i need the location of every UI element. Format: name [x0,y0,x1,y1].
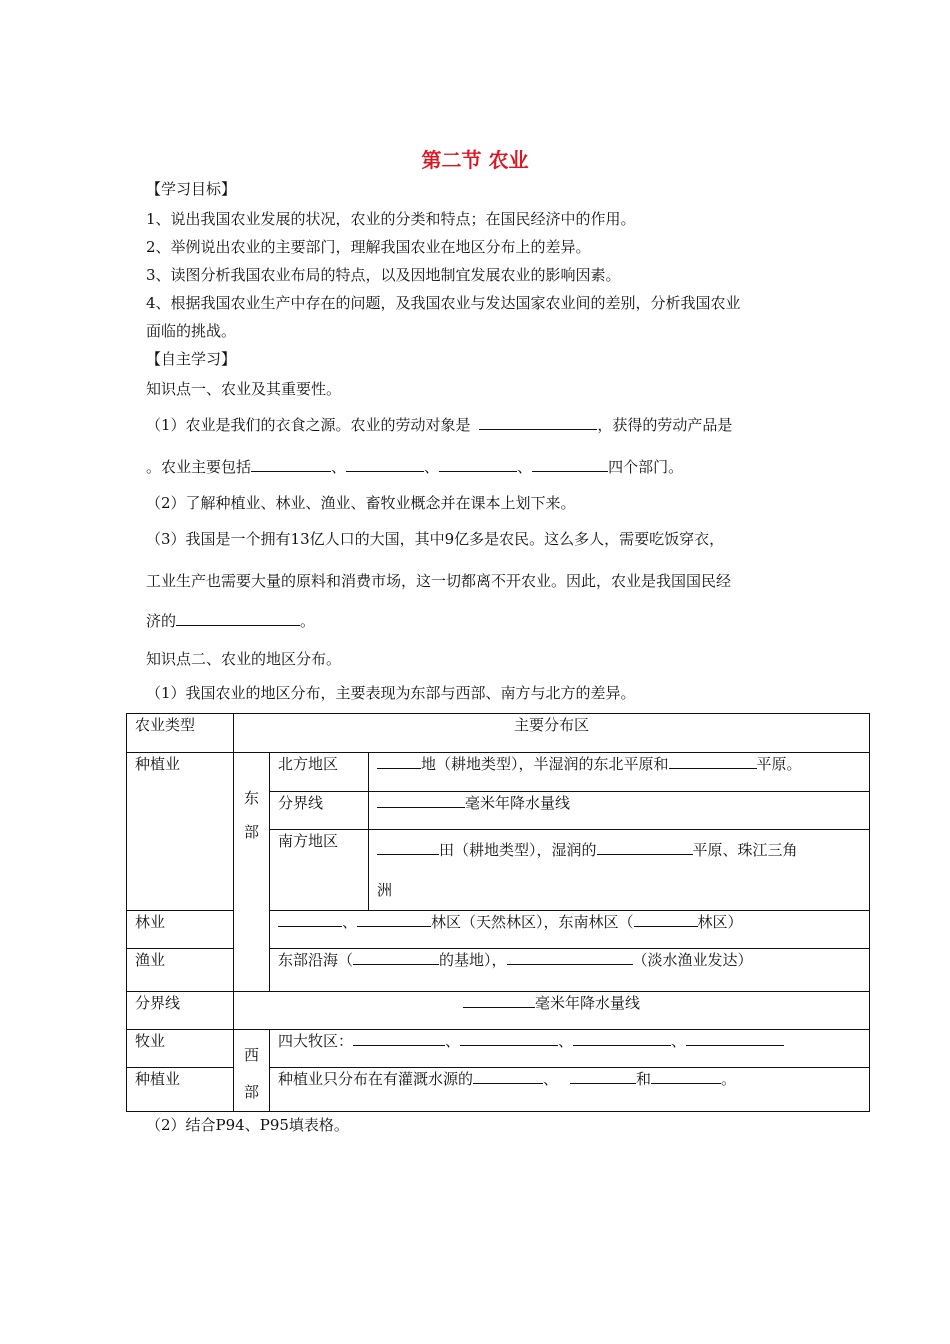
separator: 、 [424,458,440,476]
north-region-content [369,753,870,792]
answer-blank[interactable] [597,840,693,855]
separator: 、 [517,458,533,476]
objective-item: 4、根据我国农业生产中存在的问题，及我国农业与发达国家农业间的差别，分析我国农业 [146,294,741,312]
south-region-label: 南方地区 [270,830,369,911]
text: ，获得的劳动产品是 [597,416,733,434]
objective-item: 1、说出我国农业发展的状况，农业的分类和特点；在国民经济中的作用。 [146,210,636,228]
text: 四个部门。 [608,458,684,476]
separator: 、 [543,1070,559,1089]
self-study-heading: 【自主学习】 [146,350,237,368]
objective-item: 面临的挑战。 [146,322,237,340]
answer-blank[interactable] [357,912,431,927]
text: 四大牧区： [278,1032,354,1050]
answer-blank[interactable] [353,1031,445,1046]
answer-blank[interactable] [278,912,342,927]
answer-blank[interactable] [463,993,535,1008]
answer-blank[interactable] [346,457,424,472]
east-char-2: 部 [243,823,259,841]
answer-blank[interactable] [479,415,597,430]
text: 林区（天然林区），东南林区（ [431,913,634,931]
answer-blank[interactable] [377,754,421,769]
boundary-content [369,792,870,830]
separator: 、 [445,1032,461,1050]
forestry-content [270,911,870,949]
answer-blank[interactable] [460,1031,558,1046]
answer-blank[interactable] [353,950,439,965]
agriculture-distribution-table [126,713,870,1112]
answer-blank[interactable] [651,1069,721,1084]
west-char-1: 西 [243,1046,259,1064]
objective-item: 3、读图分析我国农业布局的特点，以及因地制宜发展农业的影响因素。 [146,266,621,284]
crop2-label: 种植业 [127,1068,234,1112]
objectives-heading: 【学习目标】 [146,180,237,198]
answer-blank[interactable] [570,1069,636,1084]
separator: 、 [331,458,347,476]
answer-blank[interactable] [634,912,698,927]
crop-type-cell [127,753,234,911]
page-title: 第二节 农业 [421,148,529,172]
west-char-2: 部 [243,1083,259,1101]
kp1-question-3-line-3 [146,610,315,631]
kp1-question-3-line-1: （3）我国是一个拥有13亿人口的大国，其中9亿多是农民。这么多人，需要吃饭穿衣， [146,530,725,548]
south-region-content [369,830,870,911]
boundary2-label: 分界线 [127,992,234,1030]
forestry-label: 林业 [127,911,234,949]
separator: 、 [342,913,358,931]
text: （1）农业是我们的衣食之源。农业的劳动对象是 [146,416,471,434]
text: 济的 [146,612,177,630]
fishery-label: 渔业 [127,949,234,992]
answer-blank[interactable] [176,611,300,626]
text: 毫米年降水量线 [465,794,571,812]
answer-blank[interactable] [439,457,517,472]
boundary-label: 分界线 [270,792,369,830]
answer-blank[interactable] [251,457,331,472]
knowledge-point-1-heading: 知识点一、农业及其重要性。 [146,380,342,398]
east-label-cell [234,753,270,992]
knowledge-point-2-heading: 知识点二、农业的地区分布。 [146,650,342,668]
text: 和 [636,1070,652,1089]
text: 的基地）， [439,951,507,969]
text: 东部沿海（ [278,951,354,969]
crop2-content [270,1068,870,1112]
north-region-label: 北方地区 [270,753,369,792]
separator: 、 [671,1032,687,1050]
objective-item: 2、举例说出农业的主要部门，理解我国农业在地区分布上的差异。 [146,238,591,256]
text: 平原。 [756,755,802,773]
text: 种植业只分布在有灌溉水源的 [278,1070,474,1089]
text: 。 [300,612,316,630]
text: 田（耕地类型），湿润的 [439,841,597,859]
text: 平原、珠江三角 [692,841,798,859]
boundary2-content [234,992,870,1030]
text: 洲 [377,881,393,899]
pastoral-content [270,1030,870,1068]
kp1-question-2: （2）了解种植业、林业、渔业、畜牧业概念并在课本上划下来。 [146,494,576,512]
text: 。 [721,1070,737,1089]
answer-blank[interactable] [532,457,608,472]
header-area: 主要分布区 [234,714,870,753]
header-type: 农业类型 [127,714,234,753]
crop-label: 种植业 [135,755,181,773]
text: 林区） [697,913,743,931]
answer-blank[interactable] [377,793,465,808]
east-char-1: 东 [243,789,259,807]
kp2-question-2: （2）结合P94、P95填表格。 [146,1116,349,1134]
separator: 、 [558,1032,574,1050]
pastoral-label: 牧业 [127,1030,234,1068]
kp2-question-1: （1）我国农业的地区分布，主要表现为东部与西部、南方与北方的差异。 [146,684,636,702]
answer-blank[interactable] [669,754,757,769]
fishery-content [270,949,870,992]
answer-blank[interactable] [573,1031,671,1046]
west-label-cell [234,1030,270,1112]
text: 。农业主要包括 [146,458,252,476]
answer-blank[interactable] [473,1069,543,1084]
kp1-question-3-line-2: 工业生产也需要大量的原料和消费市场，这一切都离不开农业。因此，农业是我国国民经 [146,572,732,590]
kp1-question-1-line-1 [146,414,732,435]
text: （淡水渔业发达） [632,951,753,969]
text: 地（耕地类型），半湿润的东北平原和 [421,755,669,773]
answer-blank[interactable] [377,840,439,855]
answer-blank[interactable] [686,1031,784,1046]
kp1-question-1-line-2 [146,456,683,477]
answer-blank[interactable] [507,950,633,965]
text: 毫米年降水量线 [534,994,640,1012]
